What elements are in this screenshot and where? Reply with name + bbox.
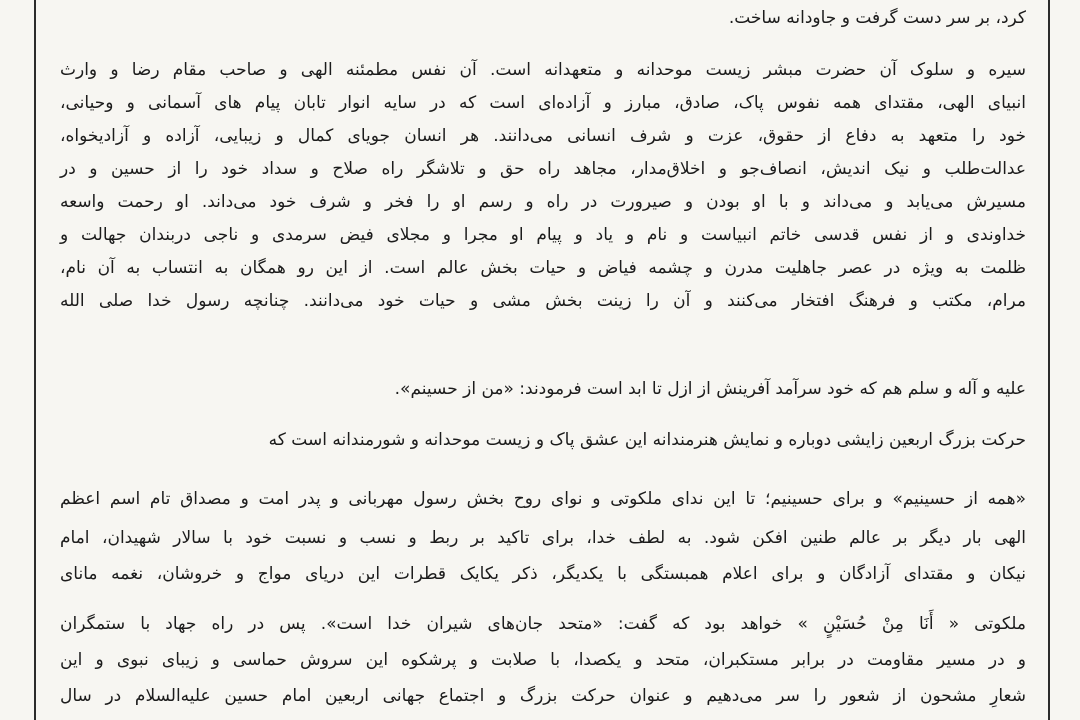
text-line: «همه از حسینیم» و برای حسینیم؛ تا این ندای ملکوتی و نوای روح بخش رسول مهربانی و پدر امت و مصداق تام اسم اعظم: [60, 489, 1026, 509]
text-line: حرکت بزرگ اربعین زایشی دوباره و نمایش هنرمندانه این عشق پاک و زیست موحدانه و شورمندانه است که: [268, 430, 1026, 450]
body-text: [60, 0, 1026, 720]
text-line: علیه و آله و سلم هم که خود سرآمد آفرینش از ازل تا ابد است فرمودند: «من از حسینم».: [394, 379, 1026, 399]
text-line: خداوندی و از نفس قدسی خاتم انبیاست و نام و یاد و پیام او مجرا و مجلای فیض سرمدی و ناجی دربندان جهالت و: [60, 225, 1026, 245]
text-line: عدالت‌طلب و نیک اندیش، انصاف‌جو و اخلاق‌مدار، مجاهد راه حق و تلاشگر راه صلاح و سداد خود را از حسین و در: [60, 159, 1026, 179]
page-border-right: [1048, 0, 1050, 720]
text-line: خود را متعهد به دفاع از حقوق، عزت و شرف انسانی می‌دانند. هر انسان جویای کمال و زیبایی، آزاده و آزادیخواه،: [60, 126, 1026, 146]
text-line: الهی بار دیگر بر عالم طنین افکن شود. به لطف خدا، برای تاکید بر ربط و نسب و نسبت خود با سالار شهیدان، امام: [60, 528, 1026, 548]
text-line: ظلمت به ویژه در عصر جاهلیت مدرن و چشمه فیاض و حیات بخش عالم است. از این رو همگان به انتساب به آن نام،: [60, 258, 1026, 278]
text-line: ملکوتی « أَنَا مِنْ حُسَیْنٍ » خواهد بود که گفت: «متحد جان‌های شیران خدا است». پس در راه جهاد با ستمگران: [60, 614, 1026, 634]
text-line: سیره و سلوک آن حضرت مبشر زیست موحدانه و متعهدانه است. آن نفس مطمئنه الهی و صاحب مقام رضا و وارث: [60, 60, 1026, 80]
text-line: مسیرش می‌یابد و می‌داند و با او بودن و صیرورت در راه و رسم او را فخر و شرف خود می‌داند. او رحمت واسعه: [60, 192, 1026, 212]
text-line: انبیای الهی، مقتدای همه نفوس پاک، صادق، مبارز و آزاده‌ای است که در سایه انوار تابان پیام های آسمانی و وحیانی،: [60, 93, 1026, 113]
page-border-left: [34, 0, 36, 720]
text-line: نیکان و مقتدای آزادگان و برای اعلام همبستگی با یکدیگر، ذکر یکایک قطرات این دریای مواج و خروشان، نغمه مانای: [60, 564, 1026, 584]
text-line: کرد، بر سر دست گرفت و جاودانه ساخت.: [728, 8, 1026, 28]
text-line: شعارِ مشحون از شعور را سر می‌دهیم و عنوان حرکت بزرگ و اجتماع جهانی اربعین امام حسین علیه‌السلام در سال: [60, 686, 1026, 706]
text-line: مرام، مکتب و فرهنگ افتخار می‌کنند و آن را زینت بخش مشی و حیات خود می‌دانند. چنانچه رسول خدا صلی الله: [60, 291, 1026, 311]
text-line: و در مسیر مقاومت در برابر مستکبران، متحد و یکصدا، با صلابت و پرشکوه این سروش حماسی و زیبای نبوی و این: [60, 650, 1026, 670]
